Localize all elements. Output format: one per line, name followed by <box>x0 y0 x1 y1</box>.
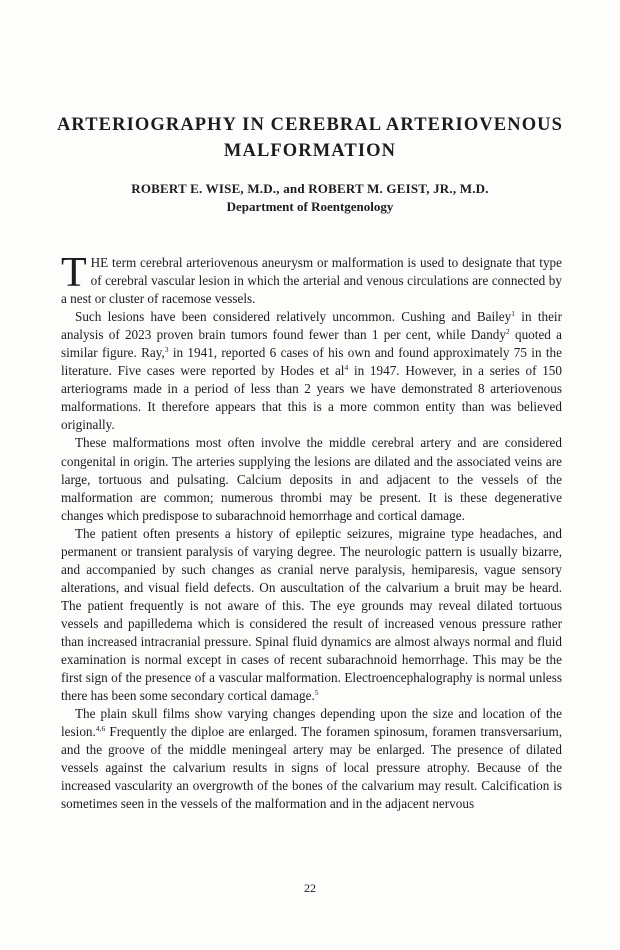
title-line-2: MALFORMATION <box>223 141 397 161</box>
paragraph-1 <box>61 250 562 308</box>
reference-5: 5 <box>314 688 319 698</box>
reference-3: 3 <box>164 345 169 355</box>
paragraph-2-text-e: in 1947. However, in a series of 150 arteriograms made in a period of less than 2 years we have demonstrated 8 arteriovenous malformations. It therefore appears that this is a more common entity than was believed originally. <box>61 363 562 433</box>
paragraph-2-text-b: in their analysis of 2023 proven brain tumors found fewer than 1 per cent, while Dandy <box>61 309 562 343</box>
drop-cap: T <box>61 250 87 296</box>
article-body <box>61 250 562 813</box>
paragraph-3: These malformations most often involve the middle cerebral artery and are considered congenital in origin. The arteries supplying the lesions are dilated and the associated veins are large, tortuous and pulsating. Calcium deposits in and adjacent to the vessels of the malformation are common; numerous thrombi may be present. It is these degenerative changes which predispose to subarachnoid hemorrhage and cortical damage. <box>61 435 562 523</box>
reference-4-6: 4,6 <box>95 724 106 734</box>
paragraph-5-text-a: The plain skull films show varying changes depending upon the size and location of the lesion. <box>61 706 562 740</box>
paragraph-4-text: The patient often presents a history of epileptic seizures, migraine type headaches, and permanent or transient paralysis of varying degree. The neurologic pattern is usually bizarre, and accompanied by such changes as cranial nerve paralysis, hemiparesis, vague sensory alterations, and visual field defects. On auscultation of the calvarium a bruit may be heard. The patient frequently is not aware of this. The eye grounds may reveal dilated tortuous vessels and papilledema which is considered the result of increased venous pressure rather than increased intracranial pressure. Spinal fluid dynamics are almost always normal and fluid examination is normal except in cases of recent subarachnoid hemorrhage. This may be the first sign of the presence of a vascular malformation. Electroencephalography is normal unless there has been some secondary cortical damage. <box>61 525 562 704</box>
paragraph-2-text-c: quoted a similar figure. Ray, <box>61 327 562 361</box>
page-number: 22 <box>304 881 316 895</box>
paragraph-5 <box>61 705 562 813</box>
paragraph-2-text-a: Such lesions have been considered relatively uncommon. Cushing and Bailey <box>75 309 512 325</box>
paragraph-4 <box>61 525 562 705</box>
author-line: ROBERT E. WISE, M.D., and ROBERT M. GEIST, JR., M.D. <box>131 181 489 196</box>
paragraph-2 <box>61 308 562 434</box>
reference-4: 4 <box>344 363 349 373</box>
reference-2: 2 <box>506 327 510 337</box>
paragraph-1-text: HE term cerebral arteriovenous aneurysm or malformation is used to designate that type of cerebral vascular lesion in which the arterial and venous circulations are connected by a nest or cluster of racemose vessels. <box>61 255 562 307</box>
paragraph-2-text-d: in 1941, reported 6 cases of his own and found approximately 75 in the literature. Five cases were reported by Hodes et al <box>61 345 562 379</box>
article-title <box>40 112 580 164</box>
paragraph-5-text-b: Frequently the diploe are enlarged. The foramen spinosum, foramen transversarium, and the groove of the middle meningeal artery may be enlarged. The presence of dilated vessels against the calvarium results in signs of local pressure atrophy. Because of the increased vascularity an overgrowth of the bones of the calvarium may result. Calcification is sometimes seen in the vessels of the malformation and in the adjacent nervous <box>61 724 562 812</box>
title-line-1: ARTERIOGRAPHY IN CEREBRAL ARTERIOVENOUS <box>56 115 564 135</box>
department-line: Department of Roentgenology <box>226 199 394 214</box>
reference-1: 1 <box>511 309 516 319</box>
